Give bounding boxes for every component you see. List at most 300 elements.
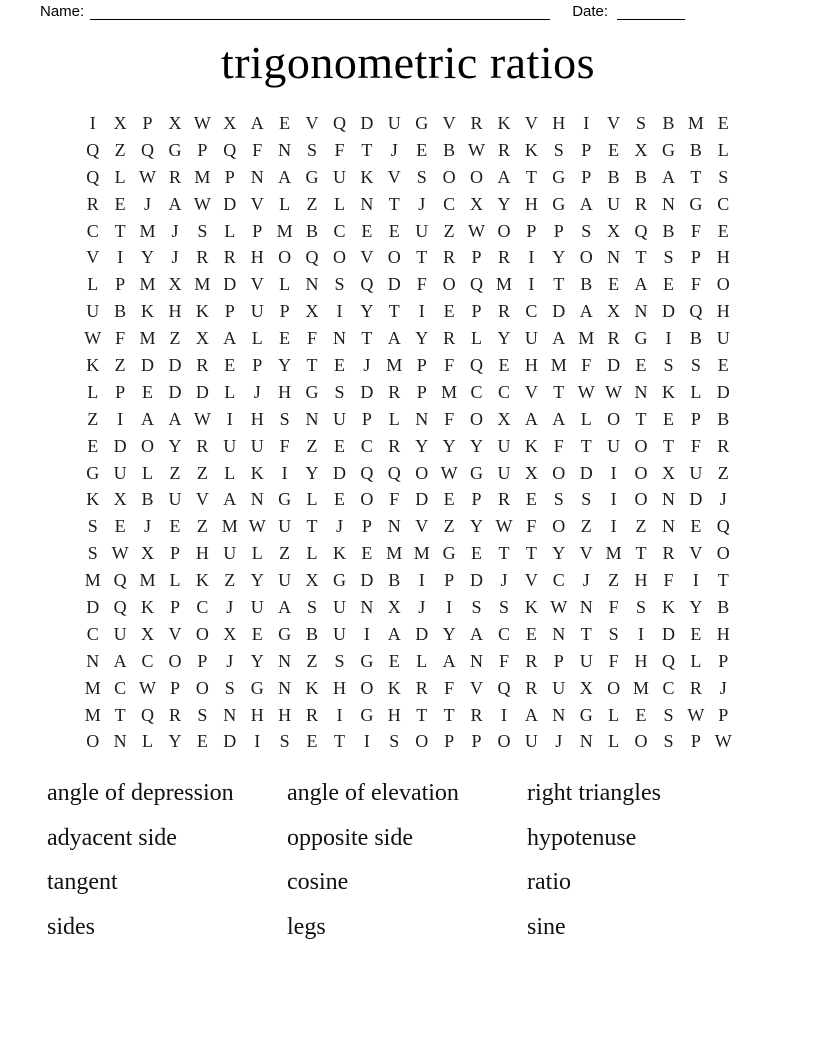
grid-letter: R [86, 193, 99, 214]
grid-letter: B [635, 166, 648, 187]
grid-letter: F [690, 220, 701, 241]
grid-letter: S [197, 220, 208, 241]
grid-letter: S [636, 597, 647, 618]
grid-letter: L [87, 381, 99, 402]
grid-letter: D [387, 274, 401, 295]
grid-letter: R [689, 677, 702, 698]
grid-letter: H [250, 247, 264, 268]
grid-letter: D [579, 462, 593, 483]
grid-letter: U [113, 623, 127, 644]
grid-letter: I [281, 462, 288, 483]
grid-letter: P [197, 650, 208, 671]
grid-letter: P [142, 113, 153, 133]
grid-letter: D [415, 489, 429, 510]
grid-letter: E [443, 301, 455, 322]
grid-letter: Y [250, 650, 264, 671]
grid-letter: N [332, 328, 346, 349]
grid-letter: R [196, 355, 209, 376]
grid-letter: Q [689, 301, 703, 322]
grid-letter: X [607, 301, 621, 322]
grid-letter: O [332, 247, 346, 268]
grid-letter: Y [141, 247, 155, 268]
word-bank-item: opposite side [287, 824, 413, 851]
grid-letter: M [495, 274, 512, 295]
grid-letter: T [498, 543, 510, 564]
grid-letter: E [114, 193, 126, 214]
grid-letter: L [388, 408, 400, 429]
grid-letter: R [443, 247, 456, 268]
grid-letter: U [86, 301, 100, 322]
grid-letter: N [113, 731, 127, 752]
grid-letter: B [689, 328, 702, 349]
grid-letter: Z [279, 543, 291, 564]
grid-letter: E [388, 220, 400, 241]
grid-letter: Z [224, 570, 236, 591]
grid-letter: C [497, 381, 510, 402]
grid-letter: Q [141, 139, 155, 160]
grid-letter: K [661, 597, 675, 618]
grid-letter: R [497, 247, 510, 268]
grid-letter: M [139, 274, 156, 295]
grid-letter: P [416, 381, 427, 402]
grid-letter: A [387, 623, 401, 644]
grid-letter: L [251, 543, 263, 564]
grid-letter: H [524, 193, 538, 214]
grid-letter: X [305, 570, 319, 591]
grid-letter: B [306, 623, 319, 644]
grid-letter: I [528, 274, 535, 295]
grid-letter: N [278, 677, 292, 698]
grid-letter: P [553, 650, 564, 671]
grid-letter: R [415, 677, 428, 698]
grid-letter: R [388, 381, 401, 402]
grid-letter: H [278, 381, 292, 402]
grid-letter: U [168, 489, 182, 510]
grid-letter: Y [442, 623, 456, 644]
grid-letter: F [416, 274, 427, 295]
grid-letter: F [690, 274, 701, 295]
grid-letter: X [141, 543, 155, 564]
grid-letter: O [360, 677, 374, 698]
grid-letter: S [636, 113, 647, 133]
grid-letter: O [716, 274, 730, 295]
grid-letter: I [117, 408, 124, 429]
word-bank-item: cosine [287, 869, 349, 896]
grid-letter: L [279, 274, 291, 295]
grid-letter: D [223, 731, 237, 752]
grid-letter: K [195, 301, 209, 322]
grid-letter: E [333, 489, 345, 510]
grid-letter: Y [278, 355, 292, 376]
grid-letter: B [689, 139, 702, 160]
grid-letter: J [226, 650, 234, 671]
grid-letter: N [278, 650, 292, 671]
grid-letter: X [607, 220, 621, 241]
grid-letter: N [634, 301, 648, 322]
grid-letter: K [360, 166, 374, 187]
grid-letter: H [716, 247, 730, 268]
grid-letter: U [497, 435, 511, 456]
grid-letter: Z [114, 139, 126, 160]
grid-letter: B [443, 139, 456, 160]
grid-letter: E [662, 408, 674, 429]
grid-letter: O [442, 166, 456, 187]
grid-letter: C [717, 193, 730, 214]
grid-letter: F [608, 650, 619, 671]
grid-letter: Q [470, 274, 484, 295]
grid-letter: I [418, 570, 425, 591]
grid-letter: N [579, 731, 593, 752]
grid-letter: L [142, 462, 154, 483]
grid-letter: M [386, 355, 403, 376]
grid-letter: P [169, 677, 180, 698]
grid-letter: V [250, 193, 264, 214]
grid-letter: P [115, 381, 126, 402]
grid-letter: N [579, 597, 593, 618]
grid-letter: N [387, 516, 401, 537]
word-bank-item: hypotenuse [527, 824, 637, 851]
grid-letter: D [113, 435, 127, 456]
grid-letter: B [662, 220, 675, 241]
grid-letter: E [690, 623, 702, 644]
grid-letter: H [552, 113, 566, 133]
grid-letter: T [114, 220, 126, 241]
grid-letter: E [635, 704, 647, 725]
grid-letter: I [692, 570, 699, 591]
grid-letter: A [278, 597, 292, 618]
word-bank-item: angle of elevation [287, 780, 459, 807]
grid-letter: M [687, 113, 704, 133]
grid-letter: Y [305, 462, 319, 483]
grid-letter: U [250, 301, 264, 322]
grid-letter: M [84, 570, 101, 591]
grid-letter: E [361, 220, 373, 241]
grid-letter: L [279, 193, 291, 214]
grid-letter: P [279, 301, 290, 322]
grid-letter: O [360, 489, 374, 510]
grid-letter: L [690, 650, 702, 671]
grid-letter: L [169, 570, 181, 591]
grid-letter: T [361, 328, 373, 349]
grid-letter: G [168, 139, 182, 160]
grid-letter: O [195, 677, 209, 698]
grid-letter: O [716, 543, 730, 564]
grid-letter: H [634, 650, 648, 671]
grid-letter: K [661, 381, 675, 402]
grid-letter: D [607, 355, 621, 376]
grid-letter: G [305, 166, 319, 187]
grid-letter: V [524, 113, 538, 133]
grid-letter: C [552, 570, 565, 591]
grid-letter: T [306, 516, 318, 537]
grid-letter: S [581, 489, 592, 510]
grid-letter: N [470, 650, 484, 671]
grid-letter: L [333, 193, 345, 214]
grid-letter: X [113, 489, 127, 510]
grid-letter: C [360, 435, 373, 456]
grid-letter: N [360, 193, 374, 214]
grid-letter: K [250, 462, 264, 483]
grid-letter: O [552, 516, 566, 537]
grid-letter: W [468, 139, 486, 160]
grid-letter: Y [250, 570, 264, 591]
grid-letter: E [471, 543, 483, 564]
grid-letter: F [115, 328, 126, 349]
grid-letter: H [716, 301, 730, 322]
grid-letter: O [497, 220, 511, 241]
grid-letter: W [84, 328, 102, 349]
grid-letter: W [111, 543, 129, 564]
grid-letter: J [418, 193, 426, 214]
grid-letter: P [526, 220, 537, 241]
grid-letter: K [141, 597, 155, 618]
grid-letter: G [250, 677, 264, 698]
grid-letter: U [250, 435, 264, 456]
grid-letter: D [86, 597, 100, 618]
grid-letter: Q [497, 677, 511, 698]
grid-letter: Q [716, 516, 730, 537]
grid-letter: N [607, 247, 621, 268]
grid-letter: P [361, 408, 372, 429]
grid-letter: G [552, 193, 566, 214]
grid-letter: P [718, 650, 729, 671]
grid-letter: A [579, 301, 593, 322]
grid-letter: H [387, 704, 401, 725]
grid-letter: K [195, 570, 209, 591]
grid-letter: Z [196, 462, 208, 483]
grid-letter: O [634, 489, 648, 510]
grid-letter: T [416, 247, 428, 268]
grid-letter: N [86, 650, 100, 671]
grid-letter: V [168, 623, 182, 644]
grid-letter: O [387, 247, 401, 268]
grid-letter: S [334, 274, 345, 295]
grid-letter: V [470, 677, 484, 698]
grid-letter: E [333, 435, 345, 456]
grid-letter: R [525, 677, 538, 698]
grid-letter: U [387, 113, 401, 133]
grid-letter: O [470, 166, 484, 187]
grid-letter: D [141, 355, 155, 376]
grid-letter: D [716, 381, 730, 402]
grid-letter: T [416, 704, 428, 725]
grid-letter: S [279, 408, 290, 429]
grid-letter: I [500, 704, 507, 725]
name-label: Name: [40, 3, 85, 20]
grid-letter: H [716, 623, 730, 644]
grid-letter: P [581, 139, 592, 160]
grid-letter: J [363, 355, 371, 376]
grid-letter: A [113, 650, 127, 671]
grid-letter: N [552, 704, 566, 725]
grid-letter: D [168, 355, 182, 376]
grid-letter: P [581, 166, 592, 187]
grid-letter: U [716, 328, 730, 349]
grid-letter: U [689, 462, 703, 483]
grid-letter: M [386, 543, 403, 564]
grid-letter: G [332, 570, 346, 591]
grid-letter: V [250, 274, 264, 295]
grid-letter: K [305, 677, 319, 698]
grid-letter: W [687, 704, 705, 725]
grid-letter: I [336, 704, 343, 725]
grid-letter: S [279, 731, 290, 752]
grid-letter: J [144, 516, 152, 537]
grid-letter: J [719, 677, 727, 698]
grid-letter: S [224, 677, 235, 698]
word-bank-item: tangent [47, 869, 118, 896]
grid-letter: J [226, 597, 234, 618]
grid-letter: V [305, 113, 319, 133]
grid-letter: R [470, 113, 483, 133]
grid-letter: T [525, 166, 537, 187]
grid-letter: L [306, 543, 318, 564]
grid-letter: V [195, 489, 209, 510]
grid-letter: E [662, 274, 674, 295]
grid-letter: Z [169, 462, 181, 483]
grid-letter: P [690, 408, 701, 429]
grid-letter: D [360, 381, 374, 402]
grid-letter: P [471, 731, 482, 752]
grid-letter: I [610, 516, 617, 537]
grid-letter: Q [387, 462, 401, 483]
grid-letter: E [279, 328, 291, 349]
grid-letter: U [579, 650, 593, 671]
grid-letter: E [525, 489, 537, 510]
grid-letter: F [608, 597, 619, 618]
grid-letter: R [168, 166, 181, 187]
grid-letter: T [388, 193, 400, 214]
grid-letter: P [690, 731, 701, 752]
grid-letter: Z [306, 650, 318, 671]
grid-letter: E [333, 355, 345, 376]
grid-letter: C [141, 650, 154, 671]
grid-letter: A [442, 650, 456, 671]
grid-letter: R [497, 489, 510, 510]
grid-letter: N [661, 489, 675, 510]
grid-letter: R [635, 193, 648, 214]
grid-letter: U [223, 543, 237, 564]
grid-letter: G [634, 328, 648, 349]
grid-letter: E [169, 516, 181, 537]
grid-letter: P [252, 220, 263, 241]
grid-letter: Y [360, 301, 374, 322]
grid-letter: K [524, 597, 538, 618]
grid-letter: O [168, 650, 182, 671]
grid-letter: K [141, 301, 155, 322]
grid-letter: T [525, 543, 537, 564]
word-bank-item: right triangles [527, 780, 661, 807]
grid-letter: N [661, 516, 675, 537]
grid-letter: W [550, 597, 568, 618]
grid-letter: M [605, 543, 622, 564]
grid-letter: P [169, 597, 180, 618]
grid-letter: D [360, 570, 374, 591]
grid-letter: M [550, 355, 567, 376]
grid-letter: T [635, 408, 647, 429]
grid-letter: I [226, 408, 233, 429]
grid-letter: U [332, 166, 346, 187]
grid-letter: G [360, 650, 374, 671]
grid-letter: O [552, 462, 566, 483]
grid-letter: B [717, 597, 730, 618]
grid-letter: S [197, 704, 208, 725]
grid-letter: P [224, 166, 235, 187]
grid-letter: Y [442, 435, 456, 456]
grid-letter: V [524, 570, 538, 591]
grid-letter: V [579, 543, 593, 564]
grid-letter: T [635, 247, 647, 268]
grid-letter: G [661, 139, 675, 160]
grid-letter: L [87, 274, 99, 295]
grid-letter: C [443, 193, 456, 214]
grid-letter: O [634, 731, 648, 752]
grid-letter: Q [470, 355, 484, 376]
grid-letter: V [86, 247, 100, 268]
grid-letter: W [193, 193, 211, 214]
grid-letter: L [114, 166, 126, 187]
grid-letter: L [608, 704, 620, 725]
grid-letter: S [416, 166, 427, 187]
grid-letter: Z [306, 435, 318, 456]
grid-letter: U [415, 220, 429, 241]
grid-letter: V [360, 247, 374, 268]
grid-letter: A [497, 166, 511, 187]
grid-letter: S [663, 355, 674, 376]
grid-letter: E [251, 623, 263, 644]
grid-letter: E [416, 139, 428, 160]
grid-letter: D [360, 113, 374, 133]
grid-letter: I [583, 113, 590, 133]
grid-letter: Y [415, 435, 429, 456]
word-bank-item: adyacent side [47, 824, 177, 851]
grid-letter: T [553, 274, 565, 295]
grid-letter: W [714, 731, 732, 752]
grid-letter: F [389, 489, 400, 510]
grid-letter: Z [87, 408, 99, 429]
grid-letter: D [168, 381, 182, 402]
grid-letter: D [223, 274, 237, 295]
grid-letter: S [663, 731, 674, 752]
grid-letter: R [168, 704, 181, 725]
grid-letter: E [142, 381, 154, 402]
grid-letter: F [444, 355, 455, 376]
grid-letter: M [194, 166, 211, 187]
grid-letter: H [278, 704, 292, 725]
grid-letter: G [579, 704, 593, 725]
grid-letter: E [306, 731, 318, 752]
grid-letter: O [442, 274, 456, 295]
grid-letter: A [634, 274, 648, 295]
grid-letter: O [497, 731, 511, 752]
grid-letter: O [278, 247, 292, 268]
grid-letter: A [661, 166, 675, 187]
grid-letter: O [634, 435, 648, 456]
grid-letter: Q [141, 704, 155, 725]
grid-letter: I [89, 113, 96, 133]
word-bank-list [0, 779, 816, 957]
grid-letter: S [87, 516, 98, 537]
grid-letter: P [690, 247, 701, 268]
grid-letter: W [193, 408, 211, 429]
grid-letter: U [524, 328, 538, 349]
grid-letter: J [719, 489, 727, 510]
grid-letter: T [443, 704, 455, 725]
grid-letter: M [139, 570, 156, 591]
grid-letter: Q [86, 139, 100, 160]
grid-letter: E [87, 435, 99, 456]
grid-letter: J [418, 597, 426, 618]
